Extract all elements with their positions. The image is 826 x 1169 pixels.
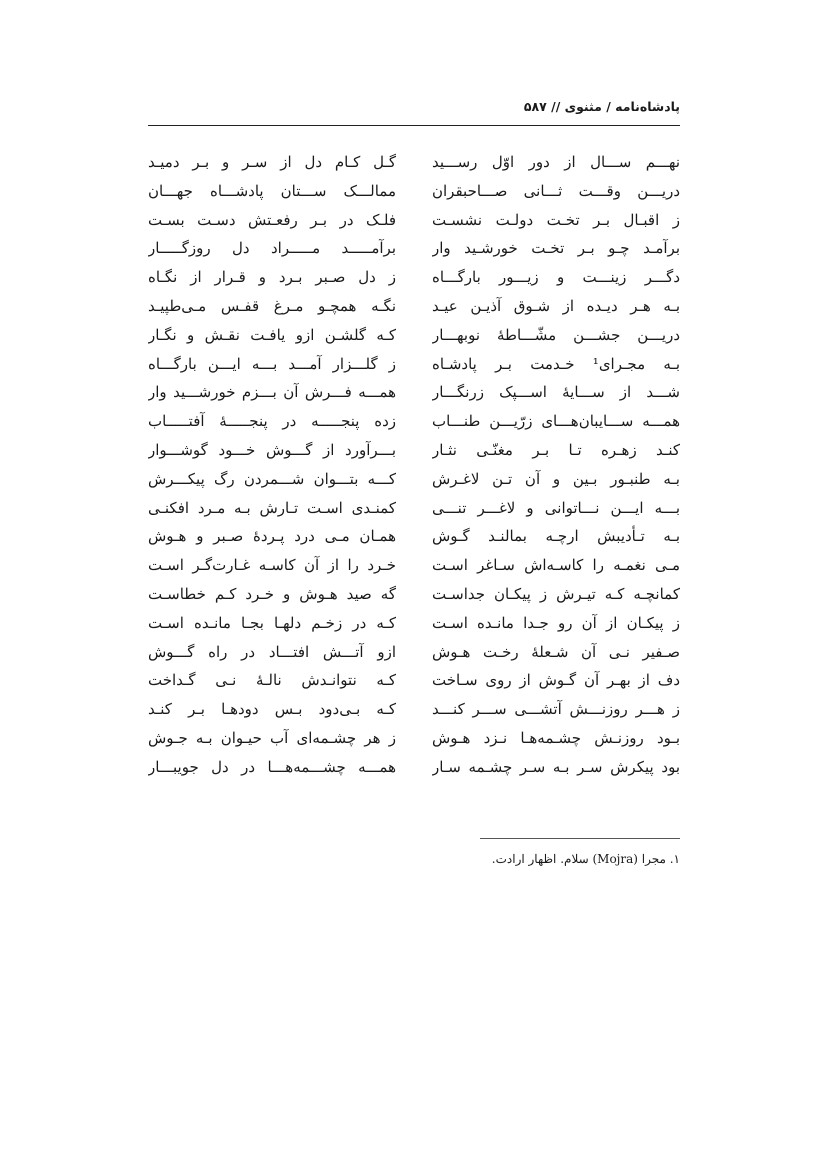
hemistich-left: همـان مـی درد پـردهٔ صـبر و هـوش: [148, 527, 396, 546]
hemistich-right: کمانچـه کـه تیـرش ز پیکـان جداسـت: [432, 584, 680, 603]
hemistich-left: همـــه فـــرش آن بـــزم خورشـــید وار: [148, 383, 396, 402]
hemistich-right: دف از بهـر آن گـوش از روی سـاخت: [432, 671, 680, 690]
hemistich-right: بـه طنبـور بـین و آن تـن لاغـرش: [432, 469, 680, 488]
hemistich-left: گـل کـام دل از سـر و بـر دمیـد: [148, 153, 396, 171]
left-hemistich-column: [148, 148, 396, 782]
hemistich-left: کـه در زخـم دلهـا بجـا مانـده اسـت: [148, 613, 396, 632]
hemistich-right: بـه تـأدیبش ارچـه بمالنـد گـوش: [432, 527, 680, 546]
hemistich-left: کـه گلشـن ازو یافـت نقـش و نگـار: [148, 325, 396, 344]
hemistich-left: فلـک در بـر رفعـتش دسـت بسـت: [148, 210, 396, 229]
hemistich-right: شـــد از ســـایهٔ اســـپک زرنگـــار: [432, 383, 680, 402]
hemistich-left: همـــه چشـــمه‌هـــا در دل جویبـــار: [148, 757, 396, 776]
hemistich-right: بـه مجـرای¹ خـدمت بـر پادشـاه: [432, 354, 680, 373]
hemistich-right: بـود روزنـش چشـمه‌هـا نـزد هـوش: [432, 728, 680, 747]
hemistich-left: گه صید هـوش و خـرد کـم خطاسـت: [148, 584, 396, 603]
hemistich-left: برآمـــــد مـــــراد دل روزگـــــار: [148, 239, 396, 258]
hemistich-right: همـــه ســـایبان‌هـــای زرّیـــن طنـــاب: [432, 412, 680, 431]
hemistich-right: مـی نغمـه را کاسـه‌اش سـاغر اسـت: [432, 556, 680, 575]
hemistich-left: کمنـدی اسـت تـارش بـه مـرد افکنـی: [148, 498, 396, 517]
hemistich-right: دریـــن جشـــن مشّـــاطهٔ نوبهـــار: [432, 325, 680, 344]
hemistich-left: کـه نتوانـدش نالـهٔ نـی گـداخت: [148, 671, 396, 690]
hemistich-left: خـرد را از آن کاسـه غـارت‌گـر اسـت: [148, 556, 396, 575]
hemistich-right: برآمـد چـو بـر تخـت خورشـید وار: [432, 239, 680, 258]
hemistich-left: کـه بـی‌دود بـس دودهـا بـر کنـد: [148, 700, 396, 719]
hemistich-left: نگـه همچـو مـرغ قفـس مـی‌طپیـد: [148, 296, 396, 315]
hemistich-right: نهـــم ســـال از دور اوّل رســـید: [432, 153, 680, 171]
hemistich-right: بود پیکرش سـر بـه سـر چشـمه سـار: [432, 757, 680, 776]
hemistich-left: ز گلـــزار آمـــد بـــه ایـــن بارگـــاه: [148, 354, 396, 373]
hemistich-right: صـفیر نـی آن شـعلهٔ رخـت هـوش: [432, 642, 680, 661]
running-title: پادشاه‌نامه / مثنوی // ۵۸۷: [523, 99, 680, 114]
hemistich-left: ز هر چشـمه‌ای آب حیـوان بـه جـوش: [148, 728, 396, 747]
hemistich-left: ز دل صـبر بـرد و قـرار از نگـاه: [148, 268, 396, 287]
footnote-divider: [480, 838, 680, 839]
right-hemistich-column: [432, 148, 680, 782]
hemistich-left: ممالـــک ســـتان پادشـــاه جهـــان: [148, 181, 396, 200]
hemistich-right: ز اقبـال بـر تخـت دولـت نشسـت: [432, 210, 680, 229]
hemistich-left: زده پنجـــــه در پنجـــــهٔ آفتـــــاب: [148, 412, 396, 431]
hemistich-right: ز پیکـان از آن رو جـدا مانـده اسـت: [432, 613, 680, 632]
hemistich-right: بـه هـر دیـده از شـوق آذیـن عیـد: [432, 296, 680, 315]
hemistich-right: بـــه ایـــن نـــاتوانی و لاغـــر تنـــی: [432, 498, 680, 517]
running-header: [148, 95, 680, 126]
hemistich-left: ازو آتـــش افتـــاد در راه گـــوش: [148, 642, 396, 661]
hemistich-right: دگـــر زینـــت و زیـــور بارگـــاه: [432, 268, 680, 287]
hemistich-right: کنـد زهـره تـا بـر مغنّـی نثـار: [432, 440, 680, 459]
footnote: ۱. مجرا (Mojra) سلام. اظهار ارادت.: [491, 852, 680, 866]
hemistich-right: دریـــن وقـــت ثـــانی صـــاحبقران: [432, 181, 680, 200]
hemistich-left: کـــه بتـــوان شـــمردن رگ پیکـــرش: [148, 469, 396, 488]
hemistich-right: ز هـــر روزنـــش آتشـــی ســـر کنـــد: [432, 700, 680, 719]
hemistich-left: بـــرآورد از گـــوش خـــود گوشـــوار: [148, 440, 396, 459]
